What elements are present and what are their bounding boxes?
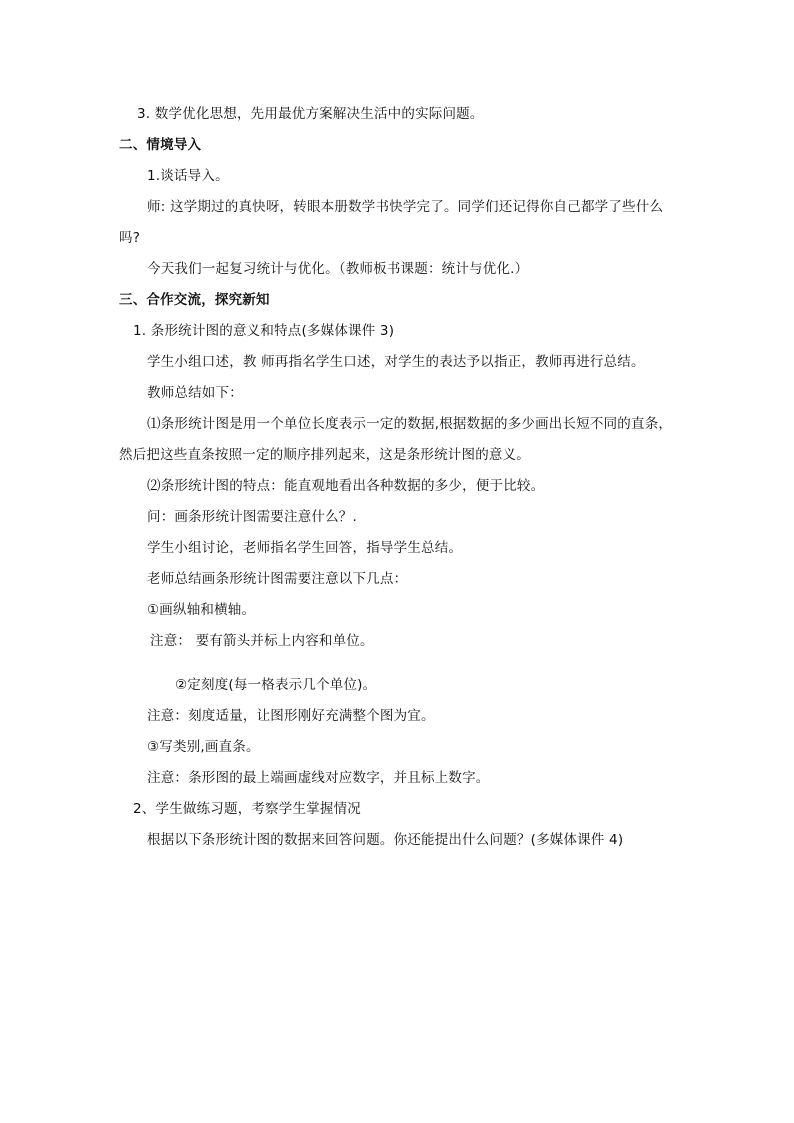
meaning-line-2: 然后把这些直条按照一定的顺序排列起来，这是条形统计图的意义。 — [119, 447, 530, 463]
note-1: 注意： 要有箭头并标上内容和单位。 — [150, 633, 374, 649]
teacher-summary-points: 老师总结画条形统计图需要注意以下几点： — [147, 571, 408, 587]
section-2-paragraph-2-line-2: 吗? — [119, 230, 141, 246]
goal-item-3: 3. 数学优化思想，先用最优方案解决生活中的实际问题。 — [137, 106, 484, 122]
step-2: ②定刻度(每一格表示几个单位)。 — [175, 677, 377, 693]
feature-paragraph: ⑵条形统计图的特点：能直观地看出各种数据的多少，便于比较。 — [147, 478, 545, 494]
section-2-paragraph-3: 今天我们一起复习统计与优化。（教师板书课题：统计与优化.） — [147, 261, 529, 277]
section-3-heading: 三、合作交流，探究新知 — [119, 292, 270, 308]
teacher-summary-label: 教师总结如下： — [147, 385, 243, 401]
section-2-paragraph-2-line-1: 师: 这学期过的真快呀，转眼本册数学书快学完了。同学们还记得你自己都学了些什么 — [147, 199, 664, 215]
exercise-paragraph: 根据以下条形统计图的数据来回答问题。你还能提出什么问题？(多媒体课件 4) — [147, 832, 624, 848]
section-2-paragraph-1: 1.谈话导入。 — [147, 168, 229, 184]
group-recite-paragraph: 学生小组口述，教 师再指名学生口述，对学生的表达予以指正，教师再进行总结。 — [147, 354, 645, 370]
step-3: ③写类别,画直条。 — [147, 739, 260, 755]
section-2-heading: 二、情境导入 — [119, 137, 202, 153]
question-paragraph: 问：画条形统计图需要注意什么？. — [147, 509, 357, 525]
note-3: 注意：条形图的最上端画虚线对应数字，并且标上数字。 — [147, 770, 490, 786]
note-2: 注意：刻度适量，让图形刚好充满整个图为宜。 — [147, 708, 435, 724]
discuss-paragraph: 学生小组讨论，老师指名学生回答，指导学生总结。 — [147, 540, 463, 556]
meaning-line-1: ⑴条形统计图是用一个单位长度表示一定的数据,根据数据的多少画出长短不同的直条， — [147, 416, 673, 432]
section-3-item-1-title: 1. 条形统计图的意义和特点(多媒体课件 3) — [133, 323, 395, 339]
section-3-item-2-title: 2、学生做练习题，考察学生掌握情况 — [133, 801, 361, 817]
step-1: ①画纵轴和横轴。 — [147, 602, 256, 618]
